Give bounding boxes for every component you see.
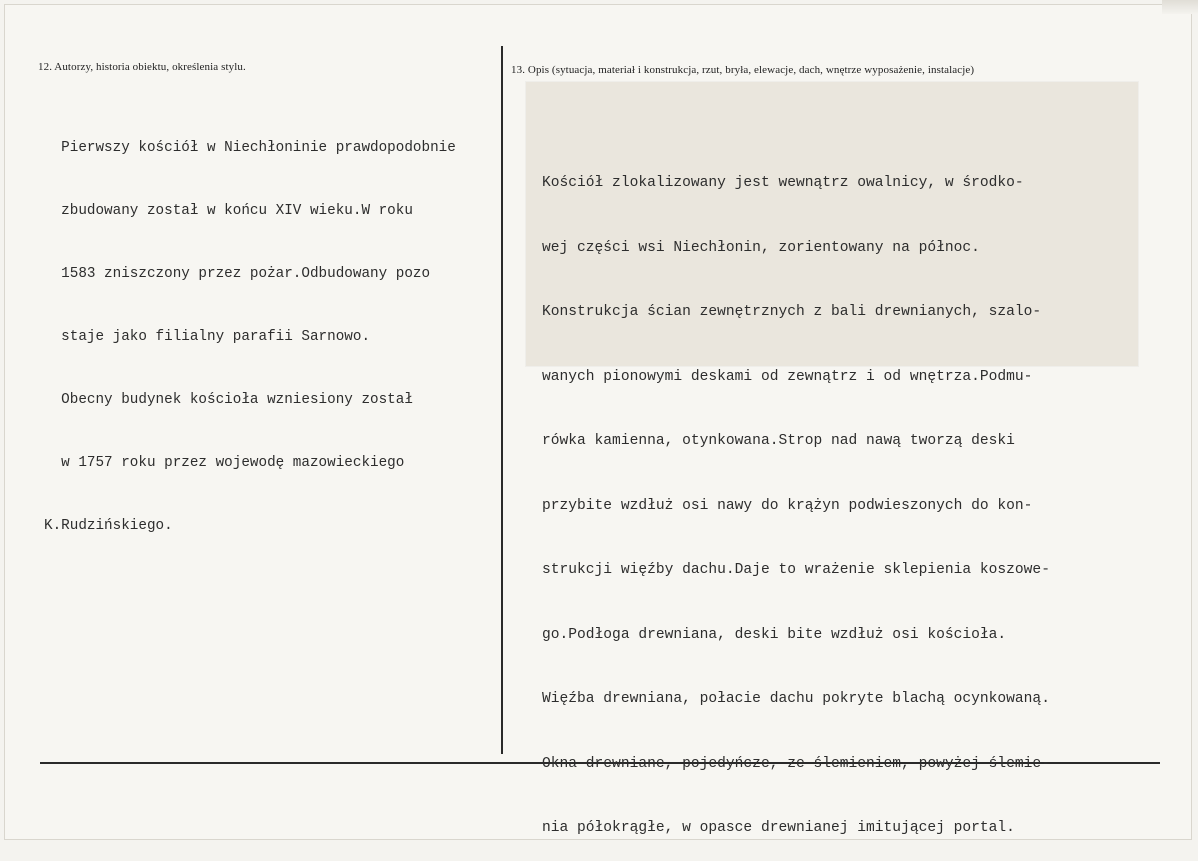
text-line: zbudowany został w końcu XIV wieku.W roku	[44, 203, 413, 219]
section-13-text	[542, 130, 1050, 861]
text-line: wej części wsi Niechłonin, zorientowany na północ.	[542, 239, 980, 256]
text-line: Kościół zlokalizowany jest wewnątrz owalnicy, w środko-	[542, 175, 1024, 191]
text-line: go.Podłoga drewniana, deski bite wzdłuż osi kościoła.	[542, 626, 1007, 643]
text-line: 1583 zniszczony przez pożar.Odbudowany pozo	[44, 266, 431, 282]
text-line: wanych pionowymi deskami od zewnątrz i od wnętrza.Podmu-	[542, 368, 1033, 385]
text-line: staje jako filialny parafii Sarnowo.	[44, 329, 371, 345]
text-line: w 1757 roku przez wojewodę mazowieckiego	[44, 455, 405, 471]
text-line: strukcji więźby dachu.Daje to wrażenie sklepienia koszowe-	[542, 562, 1050, 578]
text-line: K.Rudzińskiego.	[44, 518, 173, 534]
text-line: Więźba drewniana, połacie dachu pokryte blachą ocynkowaną.	[542, 691, 1050, 707]
text-line: rówka kamienna, otynkowana.Strop nad nawą tworzą deski	[542, 433, 1015, 449]
text-line: Konstrukcja ścian zewnętrznych z bali drewnianych, szalo-	[542, 304, 1042, 320]
text-line: Pierwszy kościół w Niechłoninie prawdopodobnie	[44, 140, 456, 156]
section-12-text	[44, 96, 456, 558]
text-line: Okna drewniane, pojedyńcze, ze ślemieniem, powyżej ślemie-	[542, 755, 1050, 772]
page-edge	[1162, 0, 1198, 14]
section-12-header: 12. Autorzy, historia obiektu, określenia stylu.	[38, 61, 246, 73]
section-13-header: 13. Opis (sytuacja, materiał i konstrukcja, rzut, bryła, elewacje, dach, wnętrze wyposażenie, instalacje)	[511, 64, 975, 76]
text-line: nia półokrągłe, w opasce drewnianej imitującej portal.	[542, 820, 1015, 836]
column-divider	[501, 46, 503, 754]
text-line: Obecny budynek kościoła wzniesiony został	[44, 392, 413, 408]
text-line: przybite wzdłuż osi nawy do krążyn podwieszonych do kon-	[542, 497, 1033, 514]
